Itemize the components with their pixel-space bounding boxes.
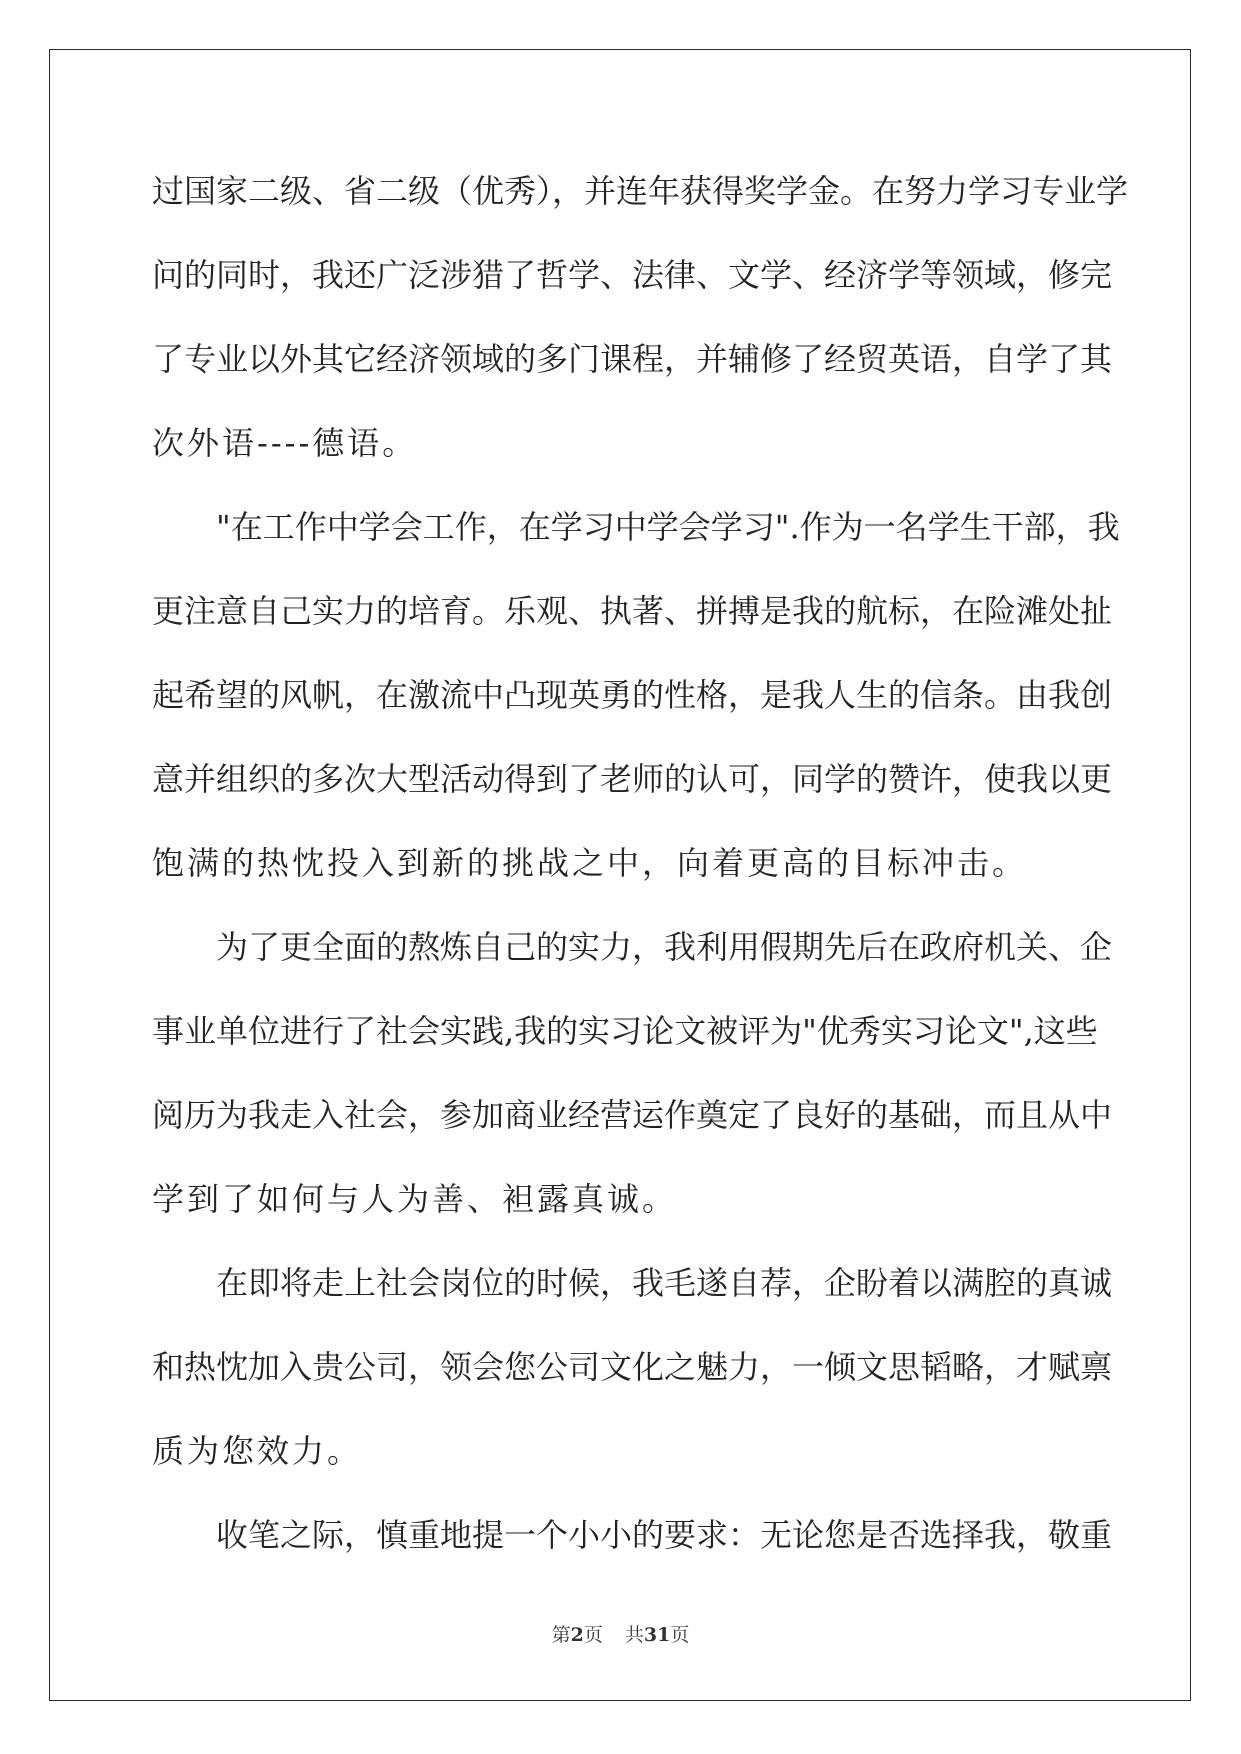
text-line: 事业单位进行了社会实践,我的实习论文被评为"优秀实习论文",这些 (152, 1012, 1098, 1050)
text-line: 更注意自己实力的培育。乐观、执著、拼搏是我的航标，在险滩处扯 (152, 592, 1113, 630)
page-suffix: 页 (583, 1624, 603, 1646)
text-line: 次外语----德语。 (152, 424, 418, 462)
text-line: 过国家二级、省二级（优秀），并连年获得奖学金。在努力学习专业学 (152, 172, 1129, 210)
page-number: 2 (570, 1624, 584, 1646)
paragraph-first-line: "在工作中学会工作，在学习中学会学习".作为一名学生干部，我 (216, 508, 1120, 546)
total-prefix: 共 (624, 1624, 644, 1646)
total-pages: 31 (643, 1624, 671, 1646)
text-line: 了专业以外其它经济领域的多门课程，并辅修了经贸英语，自学了其 (152, 340, 1113, 378)
text-line: 起希望的风帆，在激流中凸现英勇的性格，是我人生的信条。由我创 (152, 676, 1113, 714)
page-footer (0, 1620, 1241, 1647)
text-line: 质为您效力。 (152, 1432, 363, 1470)
text-line: 饱满的热忱投入到新的挑战之中，向着更高的目标冲击。 (152, 844, 1028, 882)
text-line: 问的同时，我还广泛涉猎了哲学、法律、文学、经济学等领域，修完 (152, 256, 1113, 294)
text-line: 学到了如何与人为善、袒露真诚。 (152, 1180, 678, 1218)
page-prefix: 第 (551, 1624, 571, 1646)
text-line: 和热忱加入贵公司，领会您公司文化之魅力，一倾文思韬略，才赋禀 (152, 1348, 1113, 1386)
text-line: 意并组织的多次大型活动得到了老师的认可，同学的赞许，使我以更 (152, 760, 1113, 798)
paragraph-first-line: 在即将走上社会岗位的时候，我毛遂自荐，企盼着以满腔的真诚 (216, 1264, 1113, 1302)
total-suffix: 页 (670, 1624, 690, 1646)
document-body (152, 156, 1129, 1584)
paragraph-first-line: 收笔之际，慎重地提一个小小的要求：无论您是否选择我，敬重 (216, 1516, 1113, 1554)
paragraph-first-line: 为了更全面的熬炼自己的实力，我利用假期先后在政府机关、企 (216, 928, 1113, 966)
text-line: 阅历为我走入社会，参加商业经营运作奠定了良好的基础，而且从中 (152, 1096, 1113, 1134)
